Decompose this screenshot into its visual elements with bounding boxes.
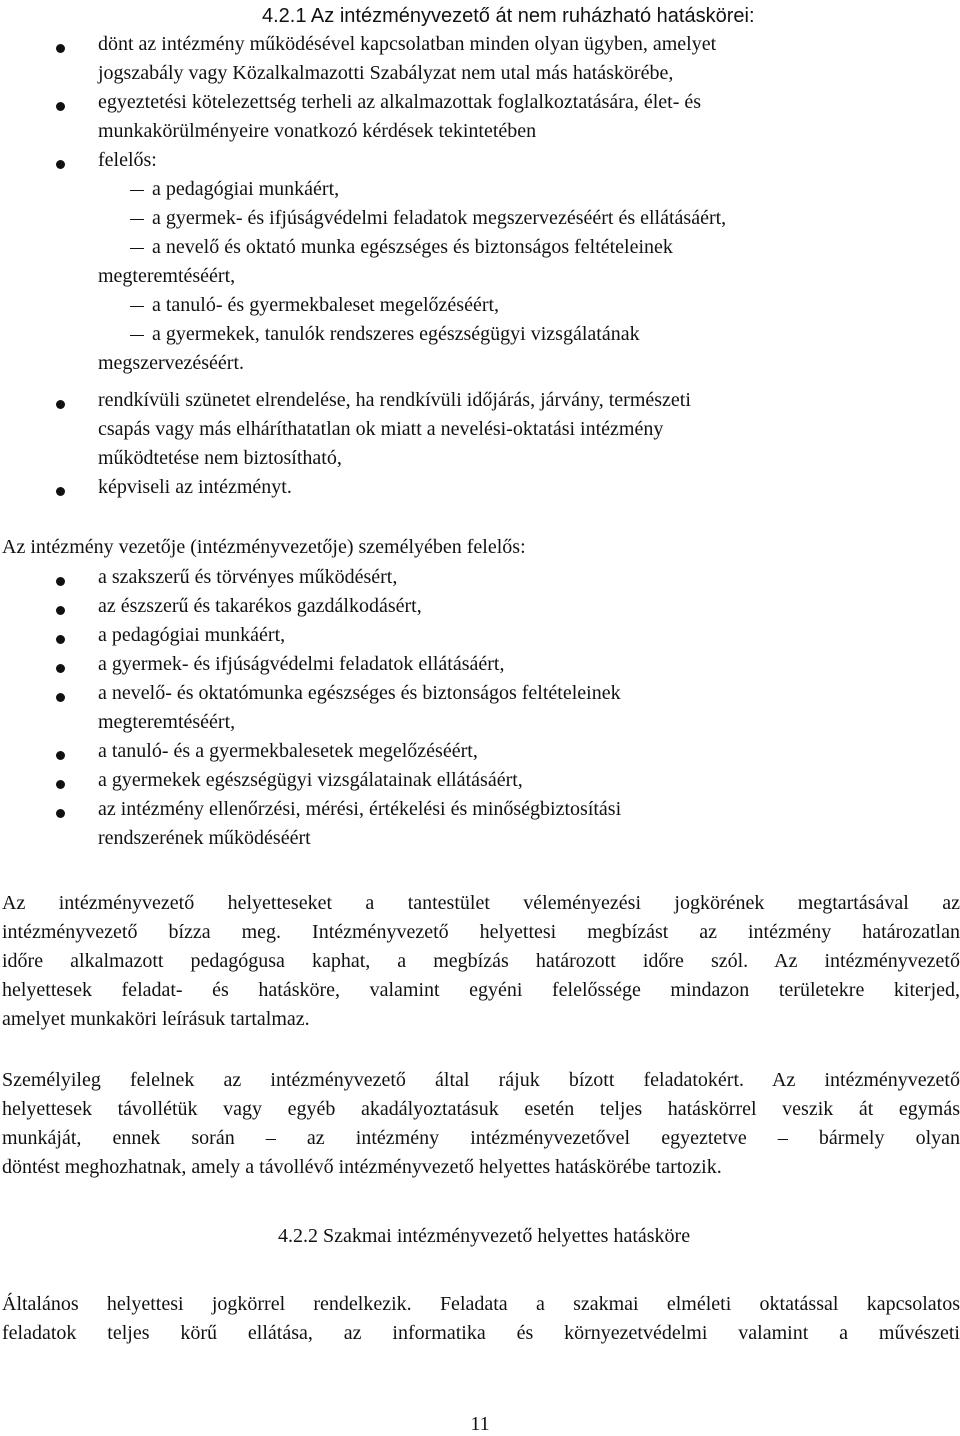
bullet-icon <box>56 809 65 818</box>
bullet-icon <box>56 400 65 409</box>
paragraph-line: amelyet munkaköri leírásuk tartalmaz. <box>2 1008 310 1030</box>
list-item-line: rendkívüli szünetet elrendelése, ha rendkívüli időjárás, járvány, természeti <box>98 389 691 411</box>
paragraph-line: időre alkalmazott pedagógusa kaphat, a megbízás határozott időre szól. Az intézményvezető <box>2 950 960 972</box>
list-item-line: a tanuló- és a gyermekbalesetek megelőzéséért, <box>98 740 478 762</box>
paragraph-line: helyettesek feladat- és hatásköre, valamint egyéni felelőssége mindazon területekre kiterjed, <box>2 979 960 1001</box>
list-item-line: a pedagógiai munkáért, <box>98 624 286 646</box>
bullet-icon <box>56 102 65 111</box>
dash-icon <box>130 190 144 191</box>
bullet-icon <box>56 577 65 586</box>
page-number: 11 <box>470 1413 490 1435</box>
bullet-icon <box>56 606 65 615</box>
dash-icon <box>130 335 144 336</box>
list-item-line: a szakszerű és törvényes működésért, <box>98 566 398 588</box>
responsibility-intro: Az intézmény vezetője (intézményvezetője) személyében felelős: <box>2 536 526 558</box>
paragraph-line: intézményvezető bízza meg. Intézményvezető helyettesi megbízást az intézmény határozatlan <box>2 921 960 943</box>
list-item-line: működtetése nem biztosítható, <box>98 447 342 469</box>
list-item-line: csapás vagy más elháríthatatlan ok miatt a nevelési-oktatási intézmény <box>98 418 664 440</box>
paragraph-line: helyettesek távollétük vagy egyéb akadályoztatásuk esetén teljes hatáskörrel veszik át egymás <box>2 1098 960 1120</box>
paragraph-line: Személyileg felelnek az intézményvezető által rájuk bízott feladatokért. Az intézményvezető <box>2 1069 960 1091</box>
bullet-icon <box>56 780 65 789</box>
list-item-line: egyeztetési kötelezettség terheli az alkalmazottak foglalkoztatására, élet- és <box>98 91 702 113</box>
sub-item-line: a gyermekek, tanulók rendszeres egészségügyi vizsgálatának <box>152 323 640 345</box>
list-item-line: munkakörülményeire vonatkozó kérdések tekintetében <box>98 120 537 142</box>
bullet-icon <box>56 44 65 53</box>
paragraph-line: Általános helyettesi jogkörrel rendelkezik. Feladata a szakmai elméleti oktatással kapcsolatos <box>2 1293 960 1315</box>
list-item-line: megteremtéséért, <box>98 711 236 733</box>
list-item-line: a nevelő- és oktatómunka egészséges és biztonságos feltételeinek <box>98 682 621 704</box>
paragraph-line: Az intézményvezető helyetteseket a tantestület véleményezési jogkörének megtartásával az <box>2 892 960 914</box>
sub-item-line: a nevelő és oktató munka egészséges és biztonságos feltételeinek <box>152 236 673 258</box>
bullet-icon <box>56 751 65 760</box>
bullet-icon <box>56 664 65 673</box>
dash-icon <box>130 306 144 307</box>
list-item-line: az észszerű és takarékos gazdálkodásért, <box>98 595 422 617</box>
list-item-line: az intézmény ellenőrzési, mérési, értékelési és minőségbiztosítási <box>98 798 622 820</box>
bullet-icon <box>56 635 65 644</box>
sub-item-line: megszervezéséért. <box>98 352 245 374</box>
list-item-line: a gyermekek egészségügyi vizsgálatainak ellátásáért, <box>98 769 523 791</box>
list-item-line: jogszabály vagy Közalkalmazotti Szabályzat nem utal más hatáskörébe, <box>98 62 674 84</box>
paragraph-line: feladatok teljes körű ellátása, az informatika és környezetvédelmi valamint a művészeti <box>2 1322 960 1344</box>
sub-item-line: megteremtéséért, <box>98 265 236 287</box>
list-item-line: dönt az intézmény működésével kapcsolatban minden olyan ügyben, amelyet <box>98 33 717 55</box>
paragraph-line: döntést meghozhatnak, amely a távollévő intézményvezető helyettes hatáskörébe tartozik. <box>2 1156 722 1178</box>
sub-item-line: a tanuló- és gyermekbaleset megelőzéséért, <box>152 294 500 316</box>
sub-item-line: a gyermek- és ifjúságvédelmi feladatok megszervezéséért és ellátásáért, <box>152 207 727 229</box>
sub-item-line: a pedagógiai munkáért, <box>152 178 340 200</box>
list-item-line: képviseli az intézményt. <box>98 476 292 498</box>
list-item-line: a gyermek- és ifjúságvédelmi feladatok ellátásáért, <box>98 653 505 675</box>
section-heading: 4.2.2 Szakmai intézményvezető helyettes hatásköre <box>278 1225 691 1247</box>
dash-icon <box>130 219 144 220</box>
bullet-icon <box>56 693 65 702</box>
paragraph-line: munkáját, ennek során – az intézmény intézményvezetővel egyeztetve – bármely olyan <box>2 1127 960 1149</box>
list-item-line: rendszerének működéséért <box>98 827 311 849</box>
list-item-line: felelős: <box>98 149 157 171</box>
section-heading: 4.2.1 Az intézményvezető át nem ruházható hatáskörei: <box>262 5 755 27</box>
dash-icon <box>130 248 144 249</box>
bullet-icon <box>56 160 65 169</box>
bullet-icon <box>56 487 65 496</box>
